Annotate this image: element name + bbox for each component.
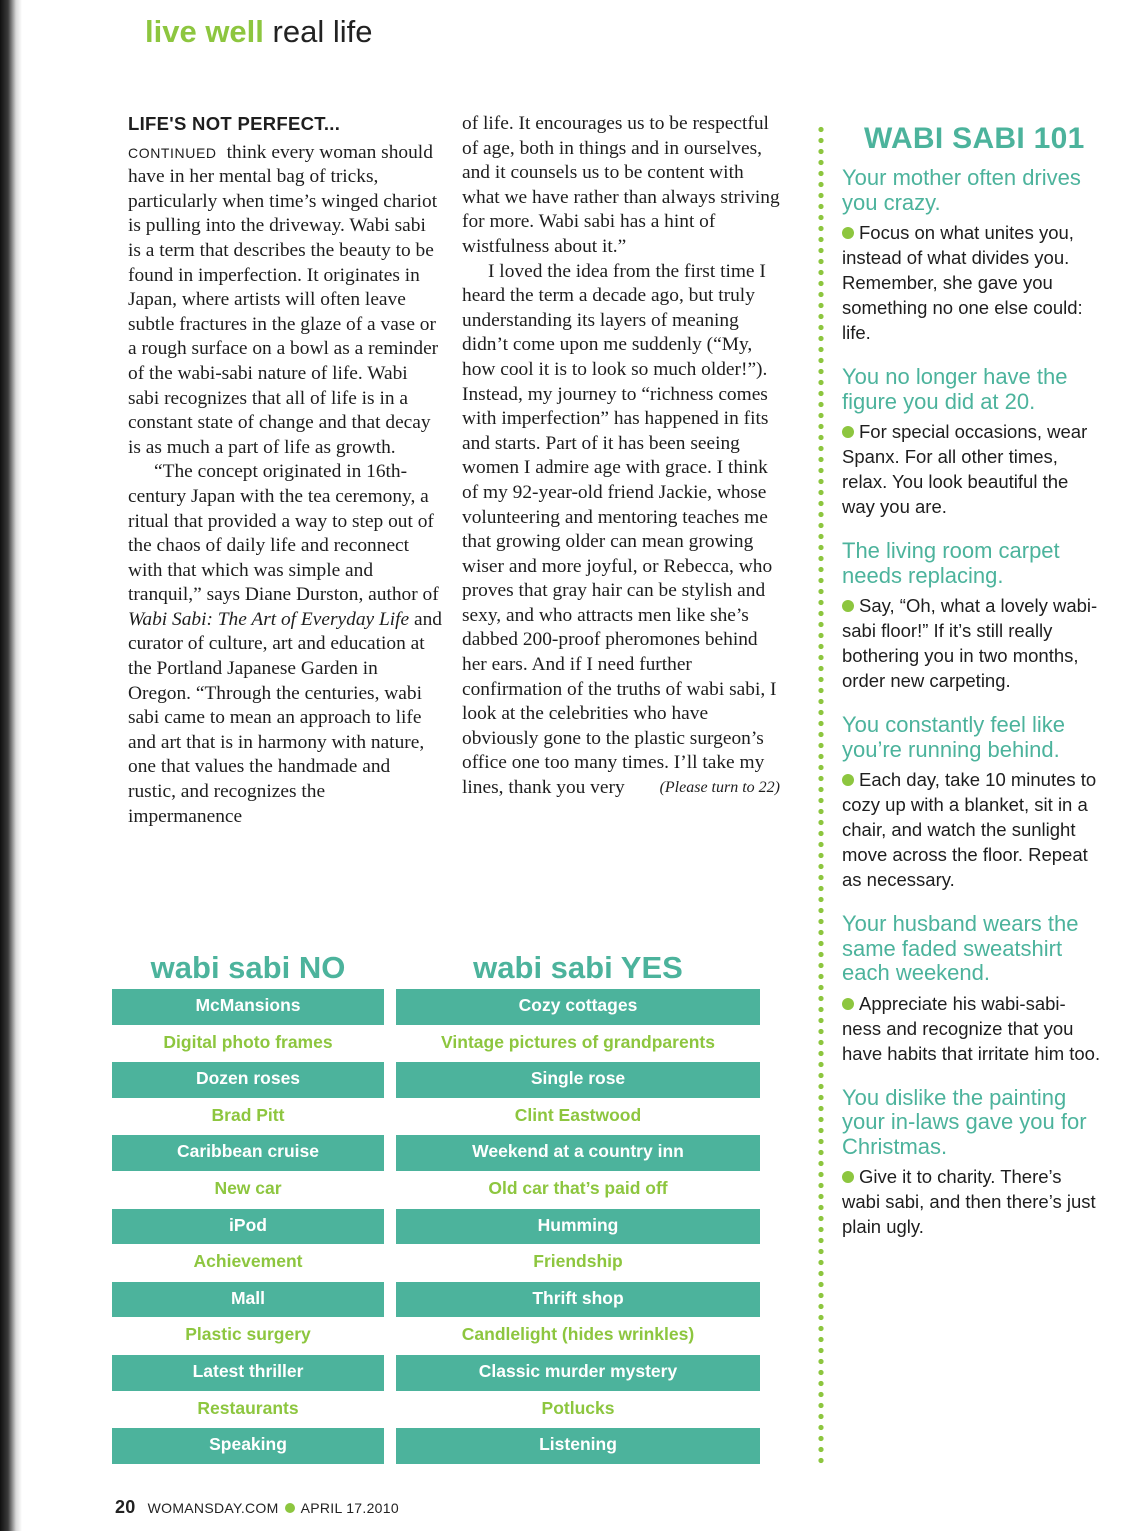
article-paragraph-1 (128, 141, 442, 461)
article-heading: LIFE'S NOT PERFECT... (128, 113, 341, 134)
paragraph-3-text: I loved the idea from the first time I heard the term a decade ago, but truly understanding its layers of meaning didn’t come upon me suddenly (“My, how cool it is to look so much older!”). Instead, my journey to “richness comes with imperfection” has happened in fits and starts. Part of it has been seeing women I admire age with grace. I think of my 92-year-old friend Jackie, whose volunteering and mentoring teaches me that growing older can mean growing wiser and more joyful, or Rebecca, who proves that gray hair can be stylish and sexy, and who attracts men like she’s dabbed 200-proof pheromones behind her ears. And if I need further confirmation of the truths of wabi sabi, I look at the celebrities who have obviously gone to the plastic surgeon’s office one too many times. I’ll take my lines, thank you very (462, 260, 777, 799)
article-column-2 (462, 112, 780, 801)
no-table-row: Brad Pitt (112, 1099, 384, 1135)
tip-advice-text: Focus on what unites you, instead of what divides you. Remember, she gave you something no one else could: life. (842, 222, 1083, 343)
no-table-row: Latest thriller (112, 1354, 384, 1392)
yes-table-row: Clint Eastwood (396, 1099, 760, 1135)
continued-label: CONTINUED (128, 144, 217, 161)
wabi-sabi-yes-list (396, 988, 760, 1465)
header-normal: real life (272, 14, 373, 49)
tip-advice (842, 1164, 1104, 1239)
no-table-row: iPod (112, 1208, 384, 1246)
no-table-row: Plastic surgery (112, 1318, 384, 1354)
yes-table-row: Single rose (396, 1061, 760, 1099)
wabi-sabi-yes-table (396, 948, 760, 1465)
footer-site: WOMANSDAY.COM (147, 1500, 279, 1516)
yes-table-row: Cozy cottages (396, 988, 760, 1026)
tip-problem: You no longer have the figure you did at 20. (842, 364, 1068, 414)
article-paragraph-3 (462, 260, 780, 801)
sidebar-title: WABI SABI 101 (864, 122, 1085, 155)
tip-advice-text: Give it to charity. There’s wabi sabi, and then there’s just plain ugly. (842, 1166, 1096, 1237)
tip-advice (842, 991, 1104, 1066)
wabi-sabi-no-list (112, 988, 384, 1465)
sidebar-tip (842, 166, 1104, 345)
page-footer (115, 1497, 399, 1518)
green-bullet-icon (842, 774, 854, 786)
wabi-sabi-yes-title: wabi sabi YES (473, 950, 683, 985)
green-bullet-icon (842, 426, 854, 438)
no-table-row: Caribbean cruise (112, 1134, 384, 1172)
no-table-row: McMansions (112, 988, 384, 1026)
article-paragraph-2c: of life. It encourages us to be respectful of age, both in things and in ourselves, and it counsels us to be content with what we have rather than always striving for more. Wabi sabi has a hint of wistfulness about it.” (462, 113, 780, 257)
sidebar-tip (842, 1086, 1104, 1240)
section-header (145, 14, 372, 50)
yes-table-row: Old car that’s paid off (396, 1172, 760, 1208)
yes-table-row: Potlucks (396, 1392, 760, 1428)
no-table-row: Digital photo frames (112, 1026, 384, 1062)
green-bullet-icon (842, 1171, 854, 1183)
page-spine-shadow (0, 0, 22, 1531)
yes-table-row: Humming (396, 1208, 760, 1246)
footer-bullet-icon (285, 1503, 295, 1513)
tip-problem: You constantly feel like you’re running behind. (842, 712, 1065, 762)
tip-advice (842, 767, 1104, 892)
tip-advice-text: For special occasions, wear Spanx. For all other times, relax. You look beautiful the way you are. (842, 421, 1088, 517)
article-paragraph-2 (128, 460, 442, 829)
wabi-sabi-no-table (112, 948, 384, 1465)
page-number: 20 (115, 1497, 136, 1517)
no-table-row: New car (112, 1172, 384, 1208)
tip-problem: Your husband wears the same faded sweatshirt each weekend. (842, 911, 1079, 985)
wabi-sabi-101-sidebar (842, 122, 1104, 1259)
book-title: Wabi Sabi: The Art of Everyday Life (128, 608, 410, 630)
yes-table-row: Friendship (396, 1245, 760, 1281)
header-bold: live well (145, 14, 264, 49)
tip-advice-text: Each day, take 10 minutes to cozy up with a blanket, sit in a chair, and watch the sunlight move across the floor. Repeat as necessary. (842, 769, 1097, 890)
tip-advice-text: Appreciate his wabi-sabi-ness and recognize that you have habits that irritate him too. (842, 992, 1101, 1064)
green-bullet-icon (842, 998, 854, 1010)
article-column-1 (128, 112, 442, 829)
tip-advice (842, 593, 1104, 693)
yes-table-row: Candlelight (hides wrinkles) (396, 1318, 760, 1354)
paragraph-2b-text: and curator of culture, art and education at the Portland Japanese Garden in Oregon. “Through the centuries, wabi sabi came to mean an approach to life and art that is in harmony with nature, one that values the handmade and rustic, and recognizes the impermanence (128, 608, 442, 827)
yes-table-row: Listening (396, 1427, 760, 1465)
no-table-row: Dozen roses (112, 1061, 384, 1099)
no-table-row: Mall (112, 1281, 384, 1319)
yes-table-row: Thrift shop (396, 1281, 760, 1319)
yes-table-row: Classic murder mystery (396, 1354, 760, 1392)
green-bullet-icon (842, 227, 854, 239)
sidebar-tip (842, 912, 1104, 1066)
tip-advice (842, 419, 1104, 519)
no-table-row: Restaurants (112, 1392, 384, 1428)
tip-problem: Your mother often drives you crazy. (842, 165, 1081, 215)
wabi-sabi-no-title: wabi sabi NO (150, 950, 346, 985)
paragraph-1-text: think every woman should have in her mental bag of tricks, particularly when time’s winged chariot is pulling into the driveway. Wabi sabi is a term that describes the beauty to be found in imperfection. It originates in Japan, where artists will often leave subtle fractures in the glaze of a vase or a rough surface on a bowl as a reminder of the wabi-sabi nature of life. Wabi sabi recognizes that all of life is in a constant state of change and that decay is as much a part of life as growth. (128, 141, 439, 458)
tip-problem: You dislike the painting your in-laws gave you for Christmas. (842, 1084, 1087, 1159)
dotted-divider (818, 124, 824, 1464)
sidebar-tip (842, 539, 1104, 693)
no-table-row: Achievement (112, 1245, 384, 1281)
tip-advice (842, 220, 1104, 345)
no-table-row: Speaking (112, 1427, 384, 1465)
sidebar-tip (842, 713, 1104, 892)
tip-problem: The living room carpet needs replacing. (842, 538, 1060, 588)
footer-date: APRIL 17.2010 (300, 1500, 399, 1516)
tip-advice-text: Say, “Oh, what a lovely wabi-sabi floor!” If it’s still really bothering you in two months, order new carpeting. (842, 595, 1098, 691)
paragraph-2a-text: “The concept originated in 16th-century Japan with the tea ceremony, a ritual that provided a way to step out of the chaos of daily life and reconnect with that which was simple and tranquil,” says Diane Durston, author of (128, 461, 439, 606)
yes-table-row: Weekend at a country inn (396, 1134, 760, 1172)
yes-table-row: Vintage pictures of grandparents (396, 1026, 760, 1062)
green-bullet-icon (842, 600, 854, 612)
turn-page-note: (Please turn to 22) (659, 779, 780, 797)
sidebar-tip (842, 365, 1104, 519)
sidebar-tips (842, 166, 1104, 1239)
